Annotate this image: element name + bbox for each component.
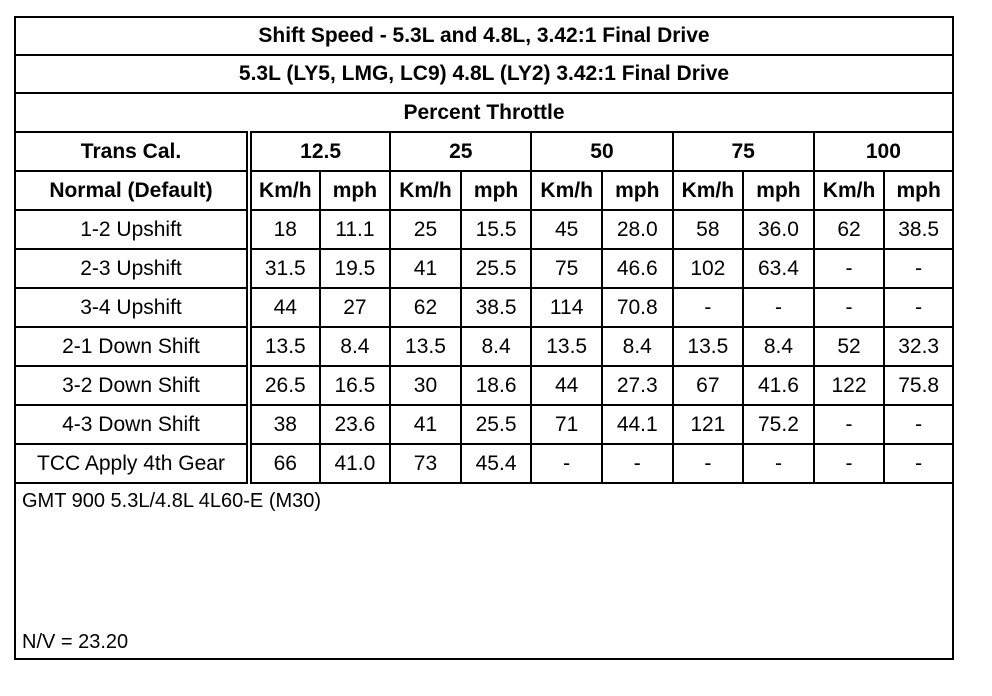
table-title: Shift Speed - 5.3L and 4.8L, 3.42:1 Final Drive (15, 17, 953, 55)
table-cell: 121 (673, 405, 744, 444)
table-cell: - (673, 288, 744, 327)
table-cell: - (814, 444, 885, 483)
table-cell: 13.5 (249, 327, 320, 366)
table-cell: 18 (249, 210, 320, 249)
trans-cal-label: Trans Cal. (15, 132, 249, 171)
table-cell: 8.4 (461, 327, 532, 366)
table-row (15, 288, 953, 327)
table-cell: 70.8 (602, 288, 673, 327)
row-label: 3-2 Down Shift (15, 366, 249, 405)
table-row (15, 210, 953, 249)
table-cell: 13.5 (531, 327, 602, 366)
throttle-level-50: 50 (531, 132, 672, 171)
table-cell: - (743, 444, 814, 483)
table-cell: 41.0 (320, 444, 391, 483)
table-cell: 38.5 (461, 288, 532, 327)
unit-row (15, 171, 953, 210)
table-row (15, 327, 953, 366)
table-cell: 52 (814, 327, 885, 366)
table-cell: 71 (531, 405, 602, 444)
row-label: TCC Apply 4th Gear (15, 444, 249, 483)
table-cell: 75 (531, 249, 602, 288)
table-cell: 19.5 (320, 249, 391, 288)
table-cell: - (814, 249, 885, 288)
throttle-level-row (15, 132, 953, 171)
table-cell: 36.0 (743, 210, 814, 249)
table-row (15, 444, 953, 483)
throttle-level-25: 25 (390, 132, 531, 171)
row-label: 3-4 Upshift (15, 288, 249, 327)
table-cell: 122 (814, 366, 885, 405)
table-cell: 25 (390, 210, 461, 249)
table-cell: 23.6 (320, 405, 391, 444)
table-cell: - (884, 249, 953, 288)
table-cell: 38.5 (884, 210, 953, 249)
table-cell: - (602, 444, 673, 483)
row-label: 1-2 Upshift (15, 210, 249, 249)
table-cell: 67 (673, 366, 744, 405)
default-label: Normal (Default) (15, 171, 249, 210)
table-cell: 13.5 (390, 327, 461, 366)
table-cell: 62 (814, 210, 885, 249)
table-cell: 38 (249, 405, 320, 444)
table-cell: 46.6 (602, 249, 673, 288)
unit-kmh: Km/h (390, 171, 461, 210)
unit-mph: mph (884, 171, 953, 210)
table-cell: - (531, 444, 602, 483)
table-cell: 63.4 (743, 249, 814, 288)
table-cell: 18.6 (461, 366, 532, 405)
unit-mph: mph (461, 171, 532, 210)
table-cell: 8.4 (602, 327, 673, 366)
table-cell: 44 (531, 366, 602, 405)
table-cell: 45 (531, 210, 602, 249)
table-cell: 62 (390, 288, 461, 327)
table-subtitle: 5.3L (LY5, LMG, LC9) 4.8L (LY2) 3.42:1 Final Drive (15, 55, 953, 93)
throttle-level-75: 75 (673, 132, 814, 171)
table-row (15, 366, 953, 405)
table-cell: 45.4 (461, 444, 532, 483)
table-cell: - (814, 405, 885, 444)
table-cell: - (673, 444, 744, 483)
table-cell: 41 (390, 405, 461, 444)
table-cell: 41 (390, 249, 461, 288)
throttle-level-12-5: 12.5 (249, 132, 390, 171)
throttle-header: Percent Throttle (15, 93, 953, 132)
row-label: 4-3 Down Shift (15, 405, 249, 444)
table-cell: 31.5 (249, 249, 320, 288)
table-cell: 15.5 (461, 210, 532, 249)
table-row (15, 405, 953, 444)
table-cell: 44 (249, 288, 320, 327)
unit-kmh: Km/h (814, 171, 885, 210)
table-cell: 58 (673, 210, 744, 249)
model-note: GMT 900 5.3L/4.8L 4L60-E (M30) (22, 490, 322, 512)
table-cell: - (743, 288, 814, 327)
table-cell: - (884, 444, 953, 483)
table-cell: 13.5 (673, 327, 744, 366)
unit-mph: mph (743, 171, 814, 210)
table-cell: 44.1 (602, 405, 673, 444)
table-cell: 25.5 (461, 249, 532, 288)
table-cell: 27 (320, 288, 391, 327)
table-cell: - (884, 288, 953, 327)
unit-kmh: Km/h (531, 171, 602, 210)
unit-mph: mph (602, 171, 673, 210)
table-cell: 28.0 (602, 210, 673, 249)
table-cell: 41.6 (743, 366, 814, 405)
throttle-level-100: 100 (814, 132, 953, 171)
table-cell: 75.2 (743, 405, 814, 444)
shift-speed-table (14, 16, 954, 484)
table-cell: 32.3 (884, 327, 953, 366)
row-label: 2-1 Down Shift (15, 327, 249, 366)
notes-box (14, 484, 954, 660)
unit-mph: mph (320, 171, 391, 210)
shift-speed-sheet (14, 16, 954, 660)
table-cell: 8.4 (320, 327, 391, 366)
table-cell: 73 (390, 444, 461, 483)
table-cell: - (814, 288, 885, 327)
table-cell: 26.5 (249, 366, 320, 405)
table-cell: 27.3 (602, 366, 673, 405)
table-row (15, 249, 953, 288)
table-cell: - (884, 405, 953, 444)
table-cell: 66 (249, 444, 320, 483)
unit-kmh: Km/h (673, 171, 744, 210)
unit-kmh: Km/h (249, 171, 320, 210)
table-cell: 114 (531, 288, 602, 327)
table-cell: 25.5 (461, 405, 532, 444)
table-cell: 30 (390, 366, 461, 405)
table-cell: 8.4 (743, 327, 814, 366)
table-cell: 11.1 (320, 210, 391, 249)
table-cell: 102 (673, 249, 744, 288)
row-label: 2-3 Upshift (15, 249, 249, 288)
table-cell: 75.8 (884, 366, 953, 405)
table-cell: 16.5 (320, 366, 391, 405)
nv-ratio-note: N/V = 23.20 (22, 631, 129, 653)
